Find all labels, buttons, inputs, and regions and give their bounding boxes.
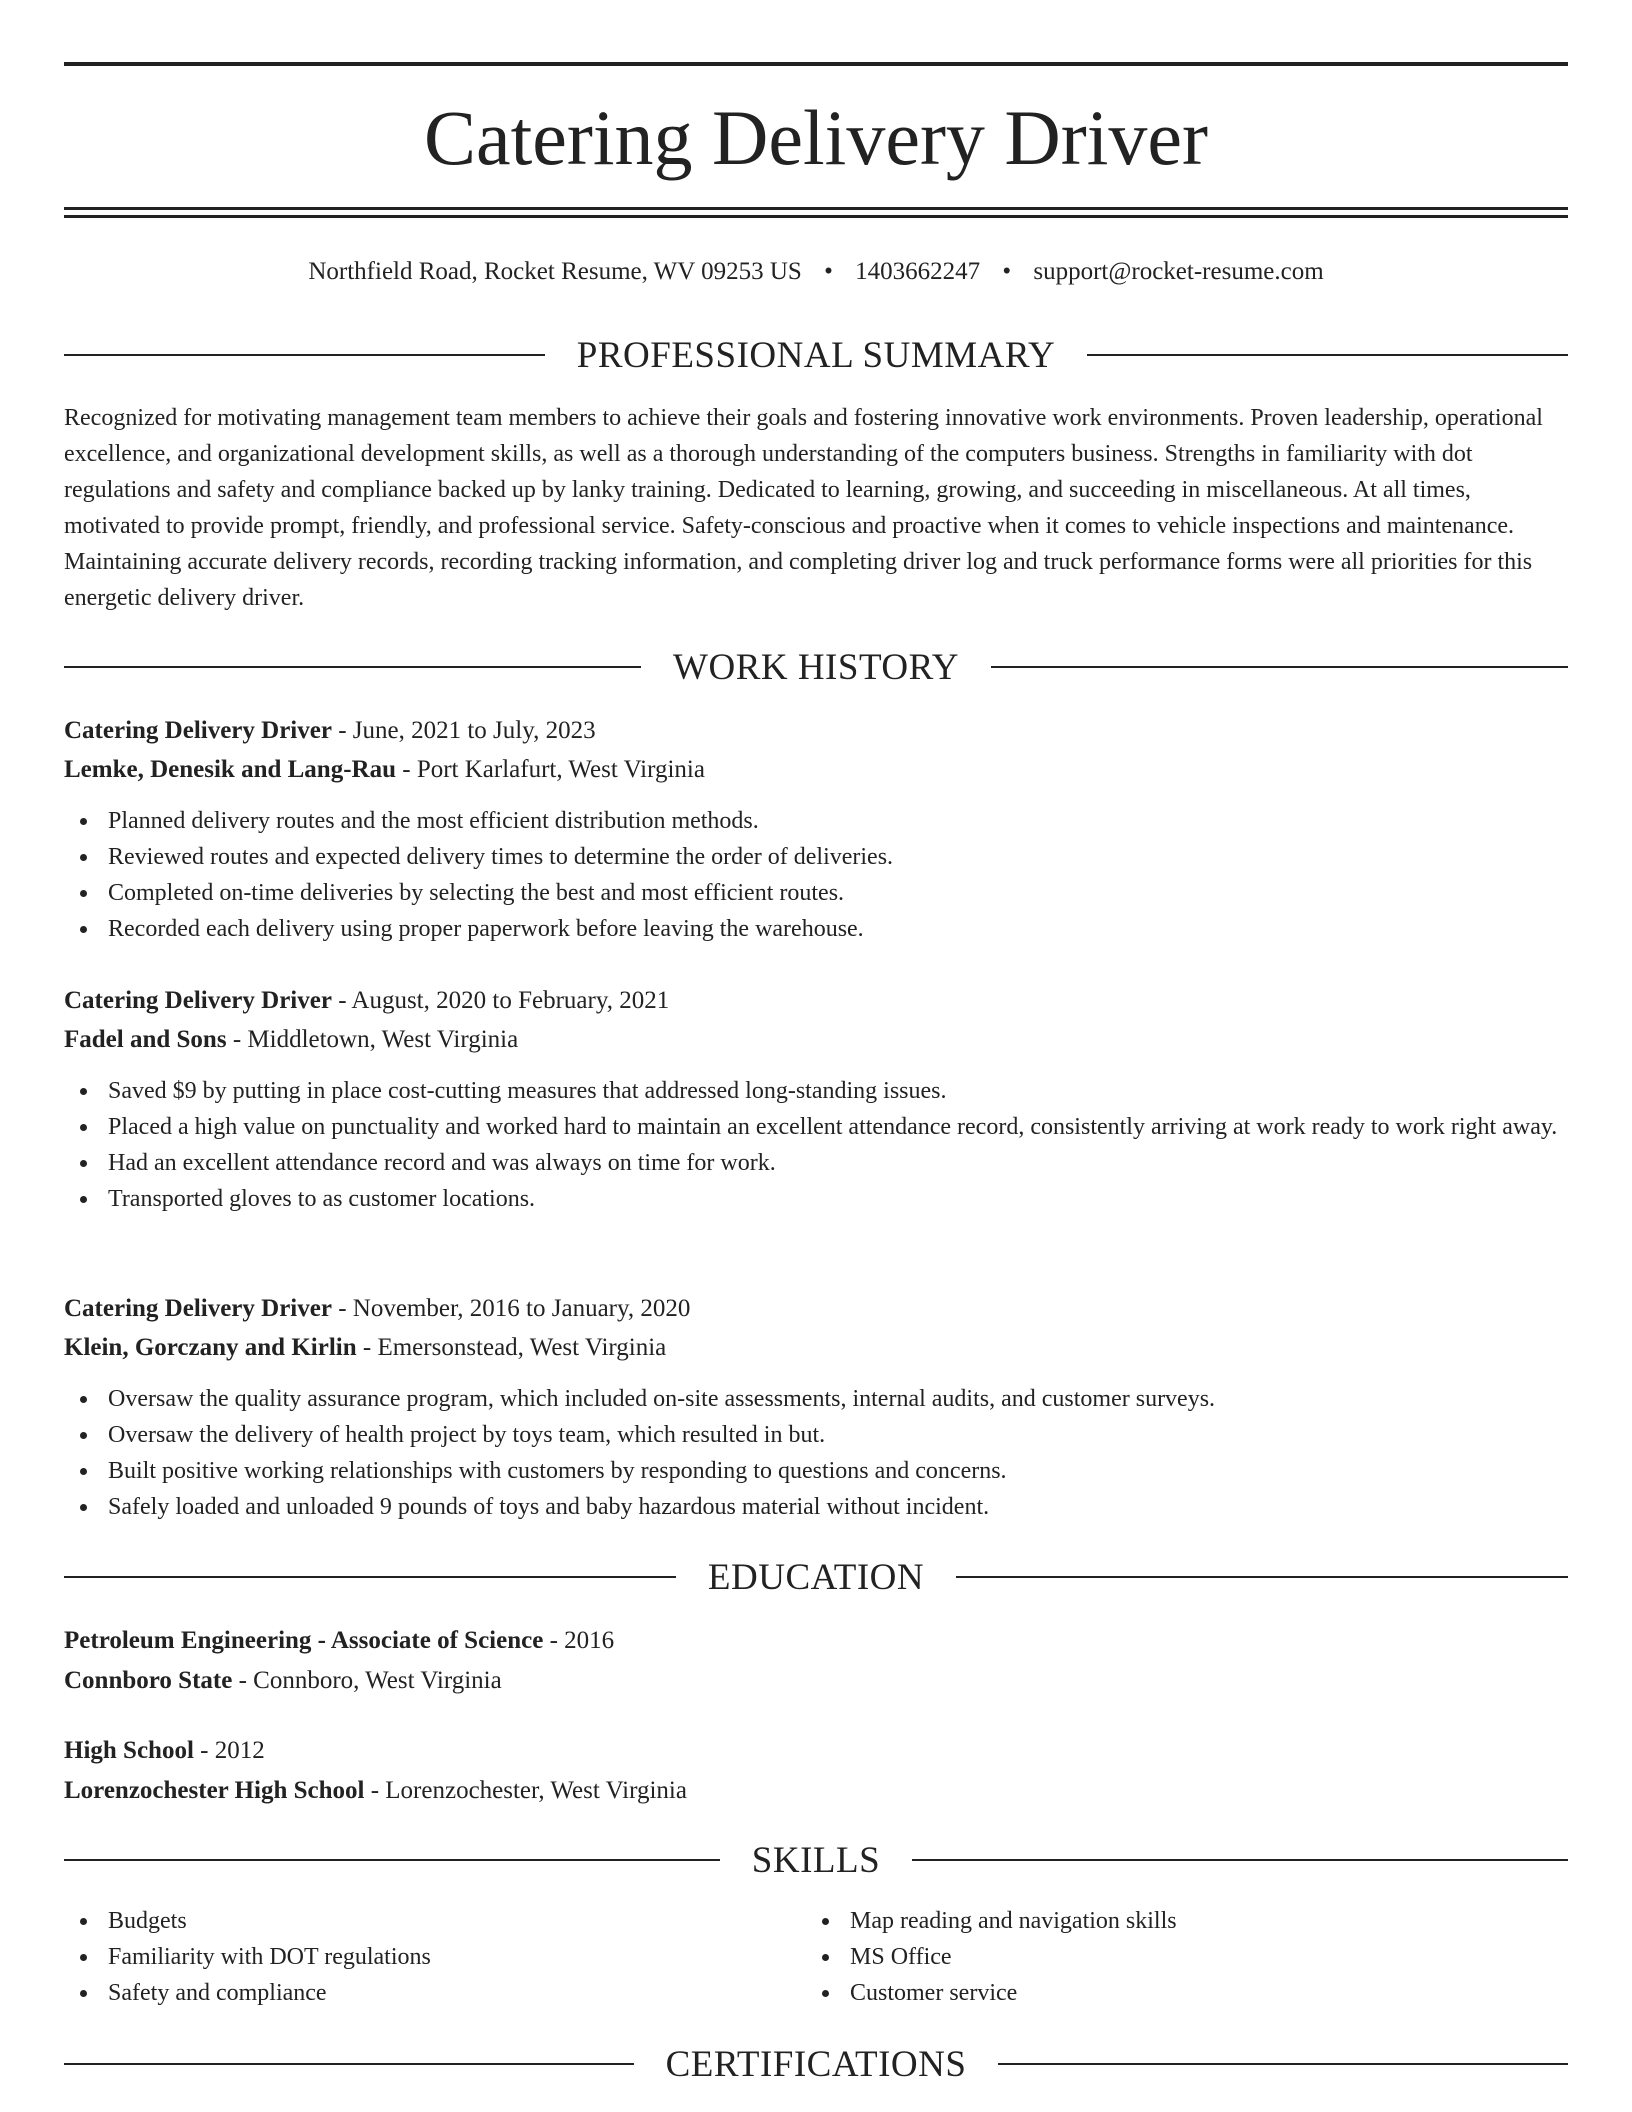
job-bullet: Planned delivery routes and the most efficient distribution methods.	[64, 803, 1568, 839]
job-location: - Port Karlafurt, West Virginia	[396, 756, 705, 783]
education-entry	[64, 1621, 1568, 1701]
job-company-line	[64, 1020, 1568, 1059]
education-degree: High School	[64, 1737, 194, 1764]
heading-rule	[64, 2063, 634, 2065]
heading-rule	[956, 1576, 1568, 1578]
contact-phone: 1403662247	[855, 258, 981, 285]
heading-rule	[1087, 354, 1568, 356]
job-company-line	[64, 750, 1568, 789]
job-bullet: Had an excellent attendance record and was always on time for work.	[64, 1145, 1568, 1181]
education-year: - 2012	[193, 1737, 265, 1764]
skill-item: Map reading and navigation skills	[806, 1903, 1506, 1939]
job-location: - Emersonstead, West Virginia	[356, 1334, 667, 1361]
summary-heading	[64, 331, 1568, 379]
job-company: Fadel and Sons	[64, 1026, 227, 1053]
job-title-line	[64, 711, 1568, 750]
job-company: Lemke, Denesik and Lang-Rau	[64, 756, 396, 783]
skills-column-right	[806, 1903, 1506, 2011]
job-dates: - June, 2021 to July, 2023	[331, 717, 596, 744]
summary-text: Recognized for motivating management team members to achieve their goals and fostering innovative work environments. Proven leadership, operational excellence, and organizational development skills, as well as a thorough understanding of the computers business. Strengths in familiarity with dot regulations and safety and compliance backed up by lanky training. Dedicated to learning, growing, and succeeding in miscellaneous. At all times, motivated to provide prompt, friendly, and professional service. Safety-conscious and proactive when it comes to vehicle inspections and maintenance. Maintaining accurate delivery records, recording tracking information, and completing driver log and truck performance forms were all priorities for this energetic delivery driver.	[64, 405, 1543, 611]
job-dates: - August, 2020 to February, 2021	[331, 987, 670, 1014]
heading-rule	[998, 2063, 1568, 2065]
job-dates: - November, 2016 to January, 2020	[331, 1295, 691, 1322]
heading-rule	[64, 666, 641, 668]
job-bullet: Placed a high value on punctuality and worked hard to maintain an excellent attendance record, consistently arriving at work ready to work right away.	[64, 1109, 1568, 1145]
heading-rule	[991, 666, 1568, 668]
education-school: Connboro State	[64, 1667, 233, 1694]
certifications-heading	[64, 2040, 1568, 2088]
skill-item: Customer service	[806, 1975, 1506, 2011]
education-degree-line	[64, 1621, 1568, 1661]
job-bullet: Safely loaded and unloaded 9 pounds of toys and baby hazardous material without incident.	[64, 1489, 1568, 1525]
job-title: Catering Delivery Driver	[64, 1295, 332, 1322]
job-entry	[64, 981, 1568, 1217]
skill-item: MS Office	[806, 1939, 1506, 1975]
work-history-heading	[64, 643, 1568, 691]
education-heading	[64, 1553, 1568, 1601]
section-title: WORK HISTORY	[673, 646, 959, 688]
section-title: EDUCATION	[707, 1556, 925, 1598]
education-location: - Connboro, West Virginia	[232, 1667, 502, 1694]
job-bullet: Reviewed routes and expected delivery times to determine the order of deliveries.	[64, 839, 1568, 875]
heading-rule	[912, 1859, 1568, 1861]
heading-rule	[64, 354, 545, 356]
job-title: Catering Delivery Driver	[64, 987, 332, 1014]
education-degree: Petroleum Engineering - Associate of Science	[64, 1627, 544, 1654]
education-school-line	[64, 1661, 1568, 1701]
header-bottom-rule-1	[64, 207, 1568, 210]
skills-list	[64, 1903, 764, 2011]
resume-name: Catering Delivery Driver	[423, 94, 1209, 181]
section-title: SKILLS	[751, 1839, 881, 1881]
skill-item: Familiarity with DOT regulations	[64, 1939, 764, 1975]
education-entry	[64, 1731, 1568, 1811]
education-school-line	[64, 1771, 1568, 1811]
job-entry	[64, 1289, 1568, 1525]
skill-item: Safety and compliance	[64, 1975, 764, 2011]
contact-separator: •	[1002, 258, 1012, 285]
education-school: Lorenzochester High School	[64, 1777, 365, 1804]
job-location: - Middletown, West Virginia	[226, 1026, 519, 1053]
job-title: Catering Delivery Driver	[64, 717, 332, 744]
skills-list	[806, 1903, 1506, 2011]
job-bullet: Oversaw the quality assurance program, which included on-site assessments, internal audits, and customer surveys.	[64, 1381, 1568, 1417]
heading-rule	[64, 1859, 720, 1861]
contact-address: Northfield Road, Rocket Resume, WV 09253 US	[308, 258, 802, 285]
job-bullet: Transported gloves to as customer locations.	[64, 1181, 1568, 1217]
section-title: PROFESSIONAL SUMMARY	[576, 334, 1056, 376]
job-title-line	[64, 1289, 1568, 1328]
skill-item: Budgets	[64, 1903, 764, 1939]
contact-line	[64, 254, 1568, 290]
section-title: CERTIFICATIONS	[665, 2043, 967, 2085]
contact-email: support@rocket-resume.com	[1033, 258, 1324, 285]
skills-heading	[64, 1836, 1568, 1884]
job-bullets	[64, 1381, 1568, 1525]
contact-separator: •	[824, 258, 833, 285]
job-entry	[64, 711, 1568, 947]
job-bullets	[64, 1073, 1568, 1217]
heading-rule	[64, 1576, 676, 1578]
header-bottom-rule-2	[64, 215, 1568, 218]
job-bullet: Completed on-time deliveries by selecting the best and most efficient routes.	[64, 875, 1568, 911]
skills-column-left	[64, 1903, 764, 2011]
education-location: - Lorenzochester, West Virginia	[364, 1777, 687, 1804]
education-year: - 2016	[543, 1627, 615, 1654]
job-company-line	[64, 1328, 1568, 1367]
header-top-rule	[64, 62, 1568, 66]
job-bullets	[64, 803, 1568, 947]
job-bullet: Oversaw the delivery of health project by toys team, which resulted in but.	[64, 1417, 1568, 1453]
job-bullet: Saved $9 by putting in place cost-cutting measures that addressed long-standing issues.	[64, 1073, 1568, 1109]
job-company: Klein, Gorczany and Kirlin	[64, 1334, 357, 1361]
education-degree-line	[64, 1731, 1568, 1771]
job-title-line	[64, 981, 1568, 1020]
job-bullet: Built positive working relationships with customers by responding to questions and concerns.	[64, 1453, 1568, 1489]
job-bullet: Recorded each delivery using proper paperwork before leaving the warehouse.	[64, 911, 1568, 947]
